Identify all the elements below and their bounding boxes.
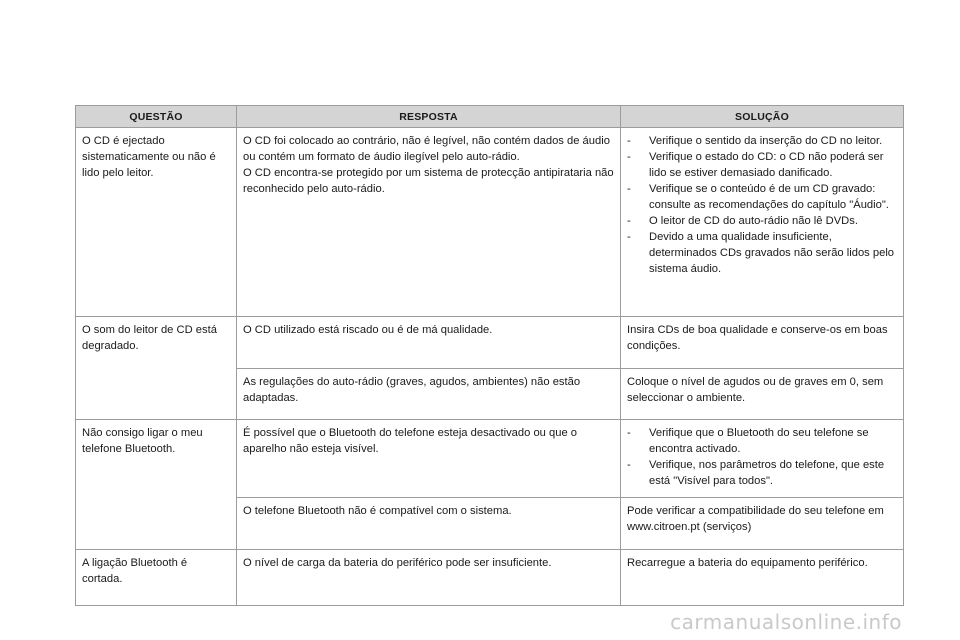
table-row [76, 420, 904, 498]
solution-list [627, 425, 897, 489]
table-header-row [76, 106, 904, 128]
dash-marker: - [627, 459, 631, 471]
list-item: - Verifique o sentido da inserção do CD no leitor. [627, 135, 883, 147]
list-item: - Verifique que o Bluetooth do seu telefone se encontra activado. [627, 427, 869, 455]
dash-marker: - [627, 215, 631, 227]
solution-cell [621, 420, 904, 498]
response-cell: O nível de carga da bateria do periférico pode ser insuficiente. [237, 550, 621, 606]
response-cell: O telefone Bluetooth não é compatível com o sistema. [237, 498, 621, 550]
list-item: - O leitor de CD do auto-rádio não lê DVDs. [627, 215, 858, 227]
table-row [76, 550, 904, 606]
header-solution: SOLUÇÃO [621, 106, 904, 128]
watermark: carmanualsonline.info [670, 610, 902, 634]
response-cell: O CD foi colocado ao contrário, não é legível, não contém dados de áudio ou contém um formato de áudio ilegível pelo auto-rádio. O CD encontra-se protegido por um sistema de protecção antipirataria não reconhecido pelo auto-rádio. [237, 128, 621, 317]
solution-cell: Coloque o nível de agudos ou de graves em 0, sem seleccionar o ambiente. [621, 369, 904, 420]
dash-marker: - [627, 427, 631, 439]
dash-marker: - [627, 151, 631, 163]
response-cell: É possível que o Bluetooth do telefone esteja desactivado ou que o aparelho não esteja visível. [237, 420, 621, 498]
solution-list [627, 133, 897, 277]
list-item: - Verifique o estado do CD: o CD não poderá ser lido se estiver demasiado danificado. [627, 151, 884, 179]
response-cell: As regulações do auto-rádio (graves, agudos, ambientes) não estão adaptadas. [237, 369, 621, 420]
solution-cell [621, 128, 904, 317]
question-cell: O CD é ejectado sistematicamente ou não é lido pelo leitor. [76, 128, 237, 317]
troubleshooting-table [75, 105, 904, 606]
list-item: - Verifique se o conteúdo é de um CD gravado: consulte as recomendações do capítulo "Áudio". [627, 183, 889, 211]
solution-cell: Recarregue a bateria do equipamento periférico. [621, 550, 904, 606]
table-row [76, 128, 904, 317]
dash-marker: - [627, 183, 631, 195]
table-row [76, 317, 904, 369]
question-cell: O som do leitor de CD está degradado. [76, 317, 237, 420]
question-cell: A ligação Bluetooth é cortada. [76, 550, 237, 606]
response-cell: O CD utilizado está riscado ou é de má qualidade. [237, 317, 621, 369]
dash-marker: - [627, 231, 631, 243]
dash-marker: - [627, 135, 631, 147]
solution-cell: Pode verificar a compatibilidade do seu telefone em www.citroen.pt (serviços) [621, 498, 904, 550]
list-item: - Devido a uma qualidade insuficiente, determinados CDs gravados não serão lidos pelo sistema áudio. [627, 231, 895, 275]
header-response: RESPOSTA [237, 106, 621, 128]
solution-cell: Insira CDs de boa qualidade e conserve-os em boas condições. [621, 317, 904, 369]
question-cell: Não consigo ligar o meu telefone Bluetooth. [76, 420, 237, 550]
header-question: QUESTÃO [76, 106, 237, 128]
list-item: - Verifique, nos parâmetros do telefone, que este está "Visível para todos". [627, 459, 885, 487]
